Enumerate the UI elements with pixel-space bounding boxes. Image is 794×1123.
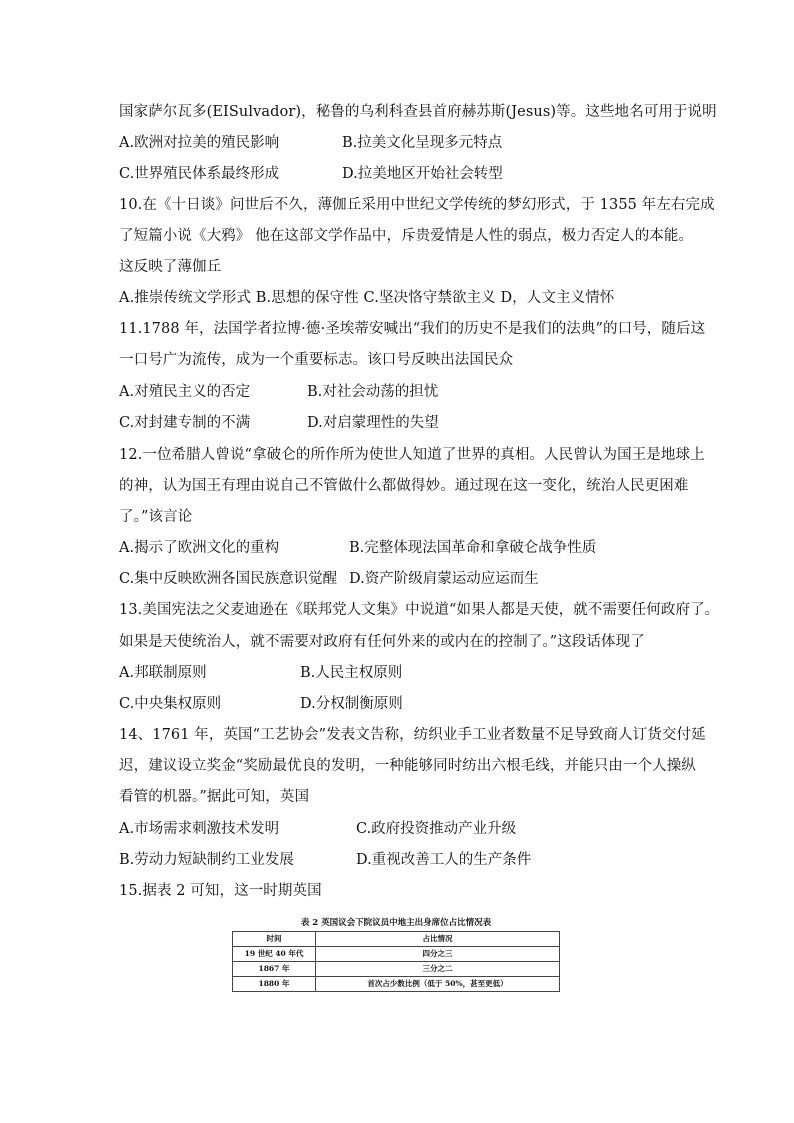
q12-stem-line1: 12.一位希腊人曾说“拿破仑的所作所为使世人知道了世界的真相。人民曾认为国王是地球上 [119, 447, 705, 463]
q13-stem-line1: 13.美国宪法之父麦迪逊在《联邦党人文集》中说道“如果人都是天使，就不需要任何政府了。 [119, 602, 720, 618]
q12-option-c: C.集中反映欧洲各国民族意识觉醒 [119, 571, 338, 587]
q14-stem-line1: 14、1761 年，英国“工艺协会”发表文告称，纺织业手工业者数量不足导致商人订货交付延 [119, 727, 706, 743]
table-cell-share: 首次占少数比例（低于 50%，甚至更低） [316, 977, 560, 992]
q13-stem-line2: 如果是天使统治人，就不需要对政府有任何外来的或内在的控制了。”这段话体现了 [119, 634, 645, 650]
q9-option-d: D.拉美地区开始社会转型 [342, 166, 503, 182]
table-cell-share: 四分之三 [316, 947, 560, 962]
table-row [233, 962, 560, 977]
table-2 [232, 917, 560, 992]
q9-stem-tail: 国家萨尔瓦多(EISulvador)，秘鲁的乌利科查县首府赫苏斯(Jesus)等。这些地名可用于说明 [119, 104, 717, 120]
q14-stem-line3: 看管的机器。”据此可知，英国 [119, 789, 310, 805]
table-cell-time: 19 世纪 40 年代 [233, 947, 316, 962]
q14-option-b: C.政府投资推动产业升级 [356, 821, 517, 837]
table-cell-time: 1867 年 [233, 962, 316, 977]
q14-stem-line2: 迟，建议设立奖金“奖励最优良的发明，一种能够同时纺出六根毛线，并能只由一个人操纵 [119, 758, 696, 774]
q13-option-a: A.邦联制原则 [119, 665, 207, 681]
q10-stem-line3: 这反映了薄伽丘 [119, 259, 222, 275]
landowner-seat-table [232, 931, 560, 992]
table-header-row [233, 932, 560, 947]
table-cell-time: 1880 年 [233, 977, 316, 992]
q15-stem: 15.据表 2 可知，这一时期英国 [119, 883, 322, 899]
table-title: 表 2 英国议会下院议员中地主出身席位占比情况表 [300, 918, 492, 928]
q12-option-b: B.完整体现法国革命和拿破仑战争性质 [349, 540, 597, 556]
table-header-time: 时间 [233, 932, 316, 947]
q10-stem-line2: 了短篇小说《大鸦》 他在这部文学作品中，斥贵爱情是人性的弱点，极力否定人的本能。 [119, 228, 694, 244]
q10-stem-line1: 10.在《十日谈》问世后不久，薄伽丘采用中世纪文学传统的梦幻形式，于 1355 年左右完成 [119, 197, 715, 213]
q11-option-a: A.对殖民主义的否定 [119, 384, 251, 400]
q14-option-d: D.重视改善工人的生产条件 [356, 852, 532, 868]
table-cell-share: 三分之二 [316, 962, 560, 977]
q10-options: A.推崇传统文学形式 B.思想的保守性 C.坚决恪守禁欲主义 D，人文主义情怀 [119, 290, 615, 306]
q11-stem-line2: 一口号广为流传，成为一个重要标志。该口号反映出法国民众 [119, 352, 514, 368]
table-header-share: 占比情况 [316, 932, 560, 947]
q11-option-d: D.对启蒙理性的失望 [307, 415, 439, 431]
q13-option-c: C.中央集权原则 [119, 696, 222, 712]
q9-option-c: C.世界殖民体系最终形成 [119, 166, 280, 182]
q13-option-b: B.人民主权原则 [300, 665, 403, 681]
q12-stem-line3: 了。”该言论 [119, 509, 193, 525]
q12-option-d: D.资产阶级肩蒙运动应运而生 [349, 571, 539, 587]
q14-option-a: A.市场需求刺激技术发明 [119, 821, 280, 837]
q12-stem-line2: 的神，认为国王有理由说自己不管做什么都做得妙。通过现在这一变化，统治人民更困难 [119, 478, 689, 494]
table-row [233, 977, 560, 992]
table-row [233, 947, 560, 962]
q12-option-a: A.揭示了欧洲文化的重构 [119, 540, 280, 556]
q13-option-d: D.分权制衡原则 [300, 696, 403, 712]
q11-stem-line1: 11.1788 年，法国学者拉博·德·圣埃蒂安喊出“我们的历史不是我们的法典”的口号，随后这 [119, 321, 706, 337]
q11-option-c: C.对封建专制的不满 [119, 415, 251, 431]
q9-option-a: A.欧洲对拉美的殖民影响 [119, 135, 280, 151]
q9-option-b: B.拉美文化呈现多元特点 [342, 135, 503, 151]
q14-option-c: B.劳动力短缺制约工业发展 [119, 852, 294, 868]
q11-option-b: B.对社会动荡的担忧 [307, 384, 439, 400]
